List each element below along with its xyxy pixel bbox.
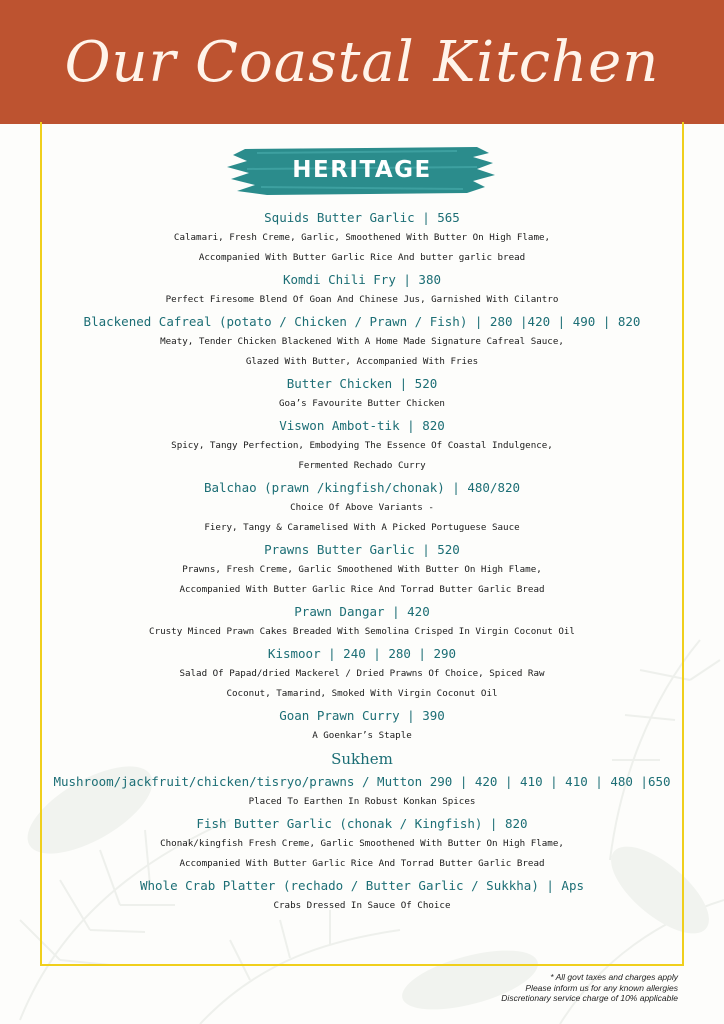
- footer-note: Please inform us for any known allergies: [525, 982, 678, 993]
- menu-item-title: Balchao (prawn /kingfish/chonak) | 480/820: [203, 480, 521, 495]
- menu-item: [46, 706, 678, 746]
- menu-item-title: Prawn Dangar | 420: [294, 604, 430, 619]
- page-title: Our Coastal Kitchen: [64, 29, 660, 95]
- menu-item-description: Choice Of Above Variants -: [290, 502, 434, 513]
- menu-item-description: Goa’s Favourite Butter Chicken: [279, 398, 445, 409]
- menu-item-title: Butter Chicken | 520: [286, 376, 438, 391]
- section-title: HERITAGE: [292, 157, 432, 183]
- menu-item-description: Perfect Firesome Blend Of Goan And Chinese Jus, Garnished With Cilantro: [165, 294, 559, 305]
- menu-item-description: Fiery, Tangy & Caramelised With A Picked Portuguese Sauce: [204, 522, 520, 533]
- menu-item-title: Squids Butter Garlic | 565: [264, 210, 460, 225]
- menu-item: [46, 876, 678, 916]
- menu-item: [46, 748, 678, 770]
- footer-notes: [501, 972, 678, 1004]
- menu-item: [46, 644, 678, 704]
- menu-item: [46, 478, 678, 538]
- menu-item-description: Meaty, Tender Chicken Blackened With A Home Made Signature Cafreal Sauce,: [160, 336, 564, 347]
- menu-item-description: Chonak/kingfish Fresh Creme, Garlic Smoothened With Butter On High Flame,: [160, 838, 564, 849]
- menu-item-title: Komdi Chili Fry | 380: [282, 272, 442, 287]
- menu-item-description: A Goenkar’s Staple: [312, 730, 412, 741]
- footer-note: * All govt taxes and charges apply: [550, 972, 678, 982]
- menu-item-description: Glazed With Butter, Accompanied With Fries: [245, 356, 479, 367]
- menu-item-title: Whole Crab Platter (rechado / Butter Garlic / Sukkha) | Aps: [139, 878, 584, 893]
- menu-item-description: Spicy, Tangy Perfection, Embodying The Essence Of Coastal Indulgence,: [171, 440, 553, 451]
- menu-item: [46, 814, 678, 874]
- menu-item-description: Fermented Rechado Curry: [298, 460, 426, 471]
- footer-note: Discretionary service charge of 10% applicable: [501, 993, 678, 1003]
- menu-item-description: Accompanied With Butter Garlic Rice And butter garlic bread: [198, 252, 526, 263]
- menu-item-title: Mushroom/jackfruit/chicken/tisryo/prawns / Mutton 290 | 420 | 410 | 410 | 480 |650: [53, 774, 671, 789]
- menu-item-description: Placed To Earthen In Robust Konkan Spices: [248, 796, 476, 807]
- menu-item-title: Kismoor | 240 | 280 | 290: [267, 646, 457, 661]
- menu-item: [46, 312, 678, 372]
- menu-item: [46, 602, 678, 642]
- menu-item-title: Blackened Cafreal (potato / Chicken / Prawn / Fish) | 280 |420 | 490 | 820: [83, 314, 641, 329]
- menu-item-description: Accompanied With Butter Garlic Rice And Torrad Butter Garlic Bread: [179, 858, 545, 869]
- menu-item-description: Coconut, Tamarind, Smoked With Virgin Coconut Oil: [226, 688, 498, 699]
- menu-item: [46, 772, 678, 812]
- menu-item-title: Goan Prawn Curry | 390: [279, 708, 445, 723]
- menu-item-title: Viswon Ambot-tik | 820: [279, 418, 445, 433]
- menu-item-title: Sukhem: [331, 750, 393, 768]
- menu-item-title: Fish Butter Garlic (chonak / Kingfish) | 820: [196, 816, 528, 831]
- menu-item-description: Salad Of Papad/dried Mackerel / Dried Prawns Of Choice, Spiced Raw: [179, 668, 545, 679]
- menu-item-description: Calamari, Fresh Creme, Garlic, Smoothened With Butter On High Flame,: [173, 232, 551, 243]
- menu-item: [46, 208, 678, 268]
- menu-item: [46, 374, 678, 414]
- menu-item: [46, 270, 678, 310]
- menu-item-description: Crusty Minced Prawn Cakes Breaded With Semolina Crisped In Virgin Coconut Oil: [149, 626, 575, 637]
- menu-item-description: Crabs Dressed In Sauce Of Choice: [273, 900, 451, 911]
- menu-item: [46, 540, 678, 600]
- header-banner: [0, 0, 724, 124]
- menu-item-description: Prawns, Fresh Creme, Garlic Smoothened With Butter On High Flame,: [182, 564, 542, 575]
- menu-list: [46, 206, 678, 916]
- menu-item-description: Accompanied With Butter Garlic Rice And Torrad Butter Garlic Bread: [179, 584, 545, 595]
- menu-item-title: Prawns Butter Garlic | 520: [264, 542, 460, 557]
- menu-item: [46, 416, 678, 476]
